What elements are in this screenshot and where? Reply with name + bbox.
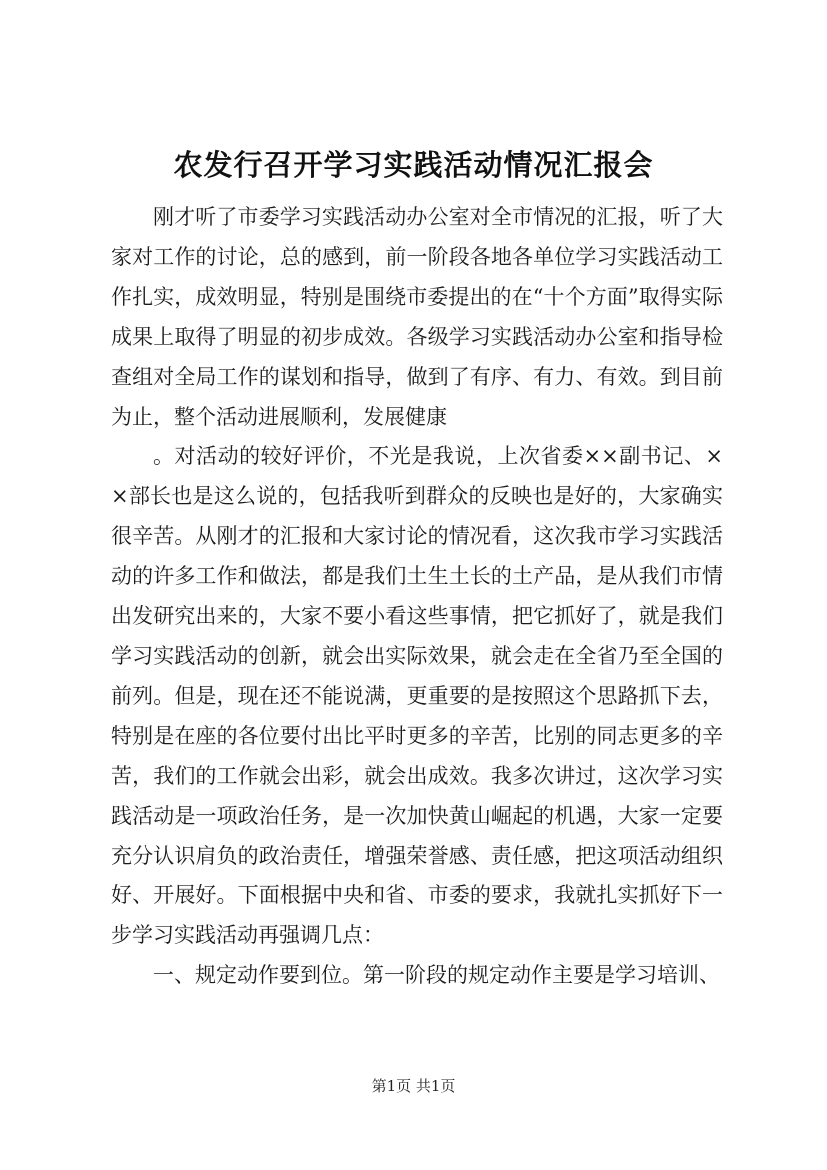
paragraph-3: 一、规定动作要到位。第一阶段的规定动作主要是学习培训、 [153,963,720,988]
page-number-footer: 第1页 共1页 [371,1077,456,1095]
paragraph-1: 刚才听了市委学习实践活动办公室对全市情况的汇报，听了大家对工作的讨论，总的感到，前一阶段各地各单位学习实践活动工作扎实，成效明显，特别是围绕市委提出的在“十个方面”取得实际成果上取得了明显的初步成效。各级学习实践活动办公室和指导检查组对全局工作的谋划和指导，做到了有序、有力、有效。到目前为止，整个活动进展顺利，发展健康 [111,205,723,429]
document-body [111,198,723,996]
paragraph-2: 。对活动的较好评价，不光是我说，上次省委××副书记、××部长也是这么说的，包括我听到群众的反映也是好的，大家确实很辛苦。从刚才的汇报和大家讨论的情况看，这次我市学习实践活动的许多工作和做法，都是我们土生土长的土产品，是从我们市情出发研究出来的，大家不要小看这些事情，把它抓好了，就是我们学习实践活动的创新，就会出实际效果，就会走在全省乃至全国的前列。但是，现在还不能说满，更重要的是按照这个思路抓下去，特别是在座的各位要付出比平时更多的辛苦，比别的同志更多的辛苦，我们的工作就会出彩，就会出成效。我多次讲过，这次学习实践活动是一项政治任务，是一次加快黄山崛起的机遇，大家一定要充分认识肩负的政治责任，增强荣誉感、责任感，把这项活动组织好、开展好。下面根据中央和省、市委的要求，我就扎实抓好下一步学习实践活动再强调几点： [111,444,723,948]
document-title: 农发行召开学习实践活动情况汇报会 [173,148,654,182]
